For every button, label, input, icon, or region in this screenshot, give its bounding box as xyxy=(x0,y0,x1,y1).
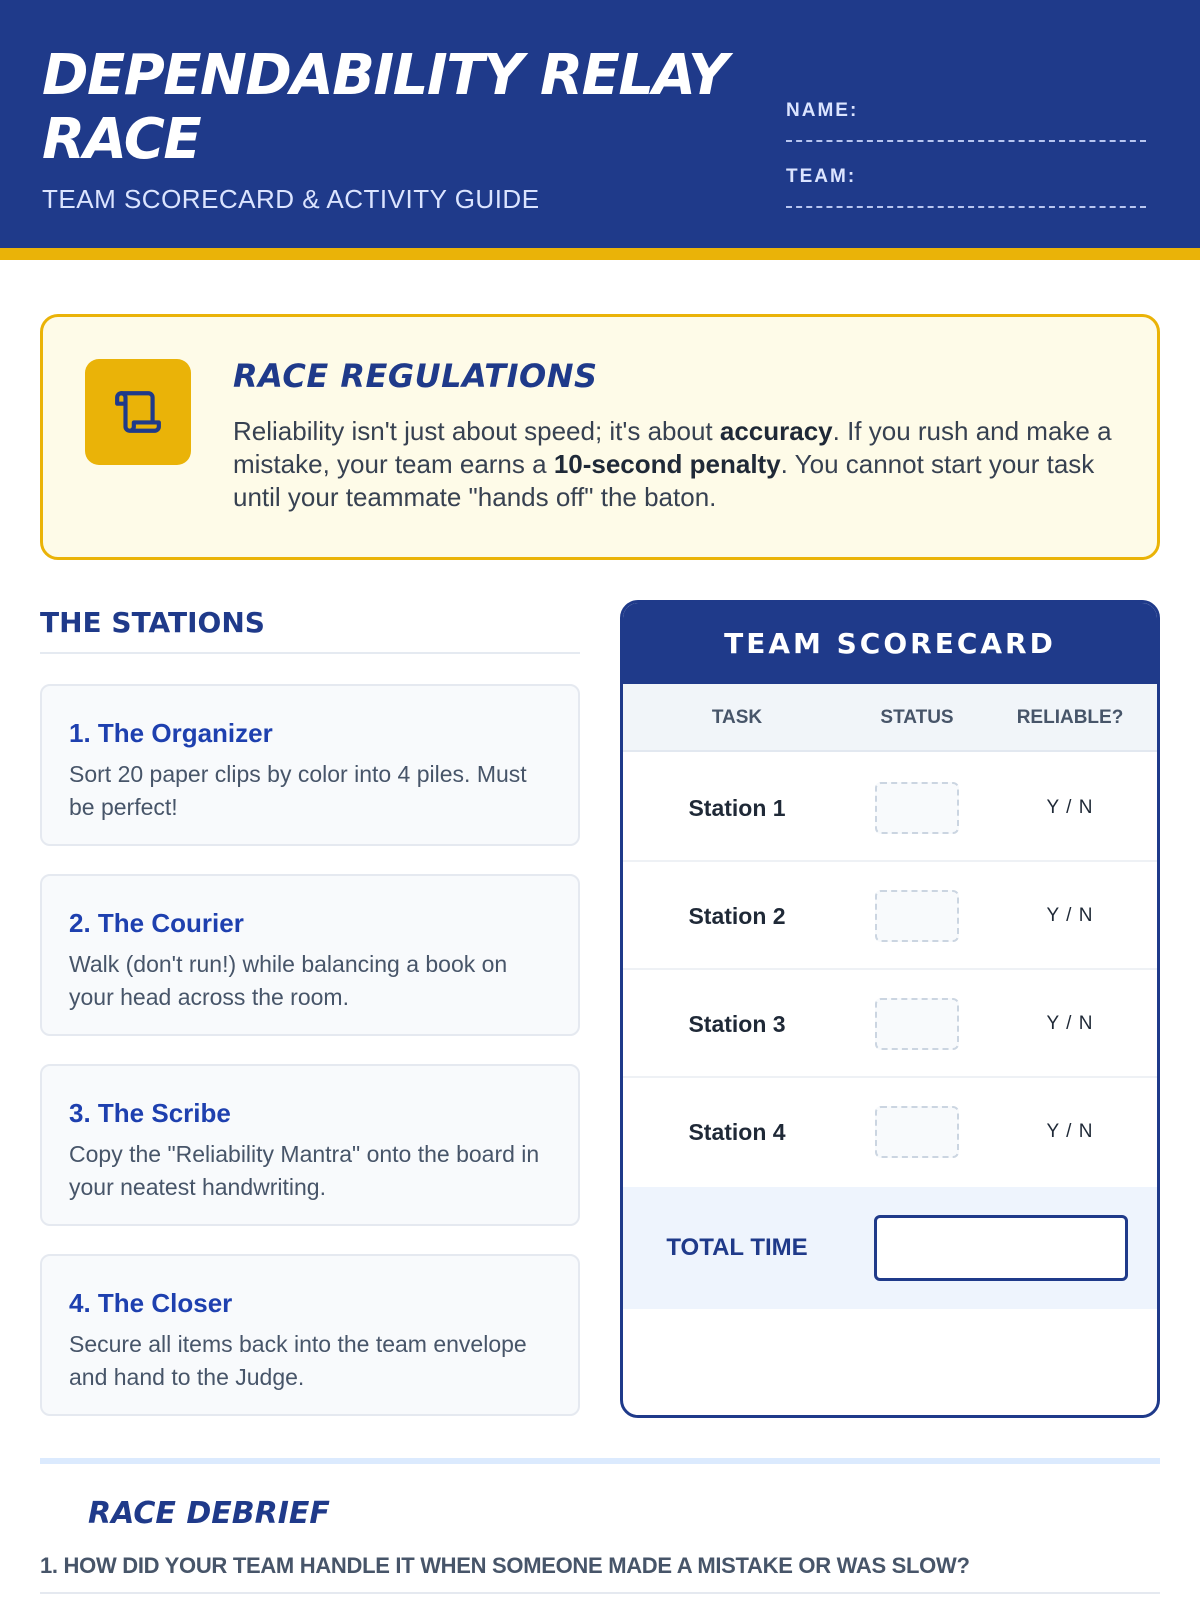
stations-divider xyxy=(40,652,580,654)
name-line[interactable] xyxy=(786,140,1146,142)
scorecard-header-row xyxy=(623,684,1157,752)
name-label: NAME: xyxy=(786,100,859,121)
row-status xyxy=(851,862,983,970)
total-time-label: TOTAL TIME xyxy=(666,1234,808,1261)
debrief-divider xyxy=(40,1458,1160,1464)
stations-heading: THE STATIONS xyxy=(40,606,265,639)
station-name: 2. The Courier xyxy=(69,908,244,938)
row-status xyxy=(851,970,983,1078)
station-description: Secure all items back into the team envelope and hand to the Judge. xyxy=(69,1331,527,1390)
row-reliable[interactable]: Y / N xyxy=(1046,797,1094,818)
table-row xyxy=(623,862,1157,970)
page-header xyxy=(0,0,1200,260)
table-row xyxy=(623,1078,1157,1186)
station-name: 4. The Closer xyxy=(69,1288,233,1318)
station-description: Sort 20 paper clips by color into 4 piles. Must be perfect! xyxy=(69,761,527,820)
row-reliable[interactable]: Y / N xyxy=(1046,1013,1094,1034)
regulations-title: RACE REGULATIONS xyxy=(233,357,598,395)
station-name: 1. The Organizer xyxy=(69,718,273,748)
station-description: Copy the "Reliability Mantra" onto the board in your neatest handwriting. xyxy=(69,1141,540,1200)
table-row xyxy=(623,970,1157,1078)
name-field[interactable] xyxy=(786,100,1146,142)
column-task: TASK xyxy=(711,707,763,728)
debrief-heading: RACE DEBRIEF xyxy=(88,1496,330,1531)
column-status: STATUS xyxy=(880,707,954,728)
team-label: TEAM: xyxy=(786,166,857,187)
status-box[interactable] xyxy=(875,1106,959,1158)
row-task: Station 4 xyxy=(688,1118,786,1145)
page-subtitle: TEAM SCORECARD & ACTIVITY GUIDE xyxy=(42,184,540,214)
debrief-question: 1. HOW DID YOUR TEAM HANDLE IT WHEN SOMEONE MADE A MISTAKE OR WAS SLOW? xyxy=(40,1553,970,1578)
accuracy-emphasis: accuracy xyxy=(719,416,833,446)
row-reliable[interactable]: Y / N xyxy=(1046,905,1094,926)
status-box[interactable] xyxy=(875,890,959,942)
status-box[interactable] xyxy=(875,998,959,1050)
station-description: Walk (don't run!) while balancing a book on your head across the room. xyxy=(69,951,508,1010)
station-card xyxy=(40,684,580,846)
penalty-emphasis: 10-second penalty xyxy=(553,449,781,479)
row-reliable[interactable]: Y / N xyxy=(1046,1121,1094,1142)
team-field[interactable] xyxy=(786,166,1146,208)
total-time-input[interactable] xyxy=(874,1215,1128,1281)
row-task: Station 3 xyxy=(688,1010,786,1037)
row-task: Station 1 xyxy=(688,794,786,821)
regulations-text: Reliability isn't just about speed; it's about accuracy. If you rush and make a mistake, your team earns a 10-second penalty. You cannot start your task until your teammate "hands off" the baton. xyxy=(233,416,1112,512)
scorecard-title: TEAM SCORECARD xyxy=(623,603,1157,684)
station-card xyxy=(40,1064,580,1226)
status-box[interactable] xyxy=(875,782,959,834)
total-time-row xyxy=(623,1187,1157,1309)
column-reliable: RELIABLE? xyxy=(1016,707,1124,728)
team-line[interactable] xyxy=(786,206,1146,208)
race-regulations-panel xyxy=(40,314,1160,560)
team-scorecard xyxy=(620,600,1160,1418)
row-status xyxy=(851,754,983,862)
station-name: 3. The Scribe xyxy=(69,1098,231,1128)
scroll-icon xyxy=(85,359,191,465)
station-card xyxy=(40,874,580,1036)
row-status xyxy=(851,1078,983,1186)
row-task: Station 2 xyxy=(688,902,786,929)
table-row xyxy=(623,754,1157,862)
station-card xyxy=(40,1254,580,1416)
page-title: DEPENDABILITY RELAY RACE xyxy=(42,43,728,172)
answer-area[interactable] xyxy=(40,1592,1160,1600)
